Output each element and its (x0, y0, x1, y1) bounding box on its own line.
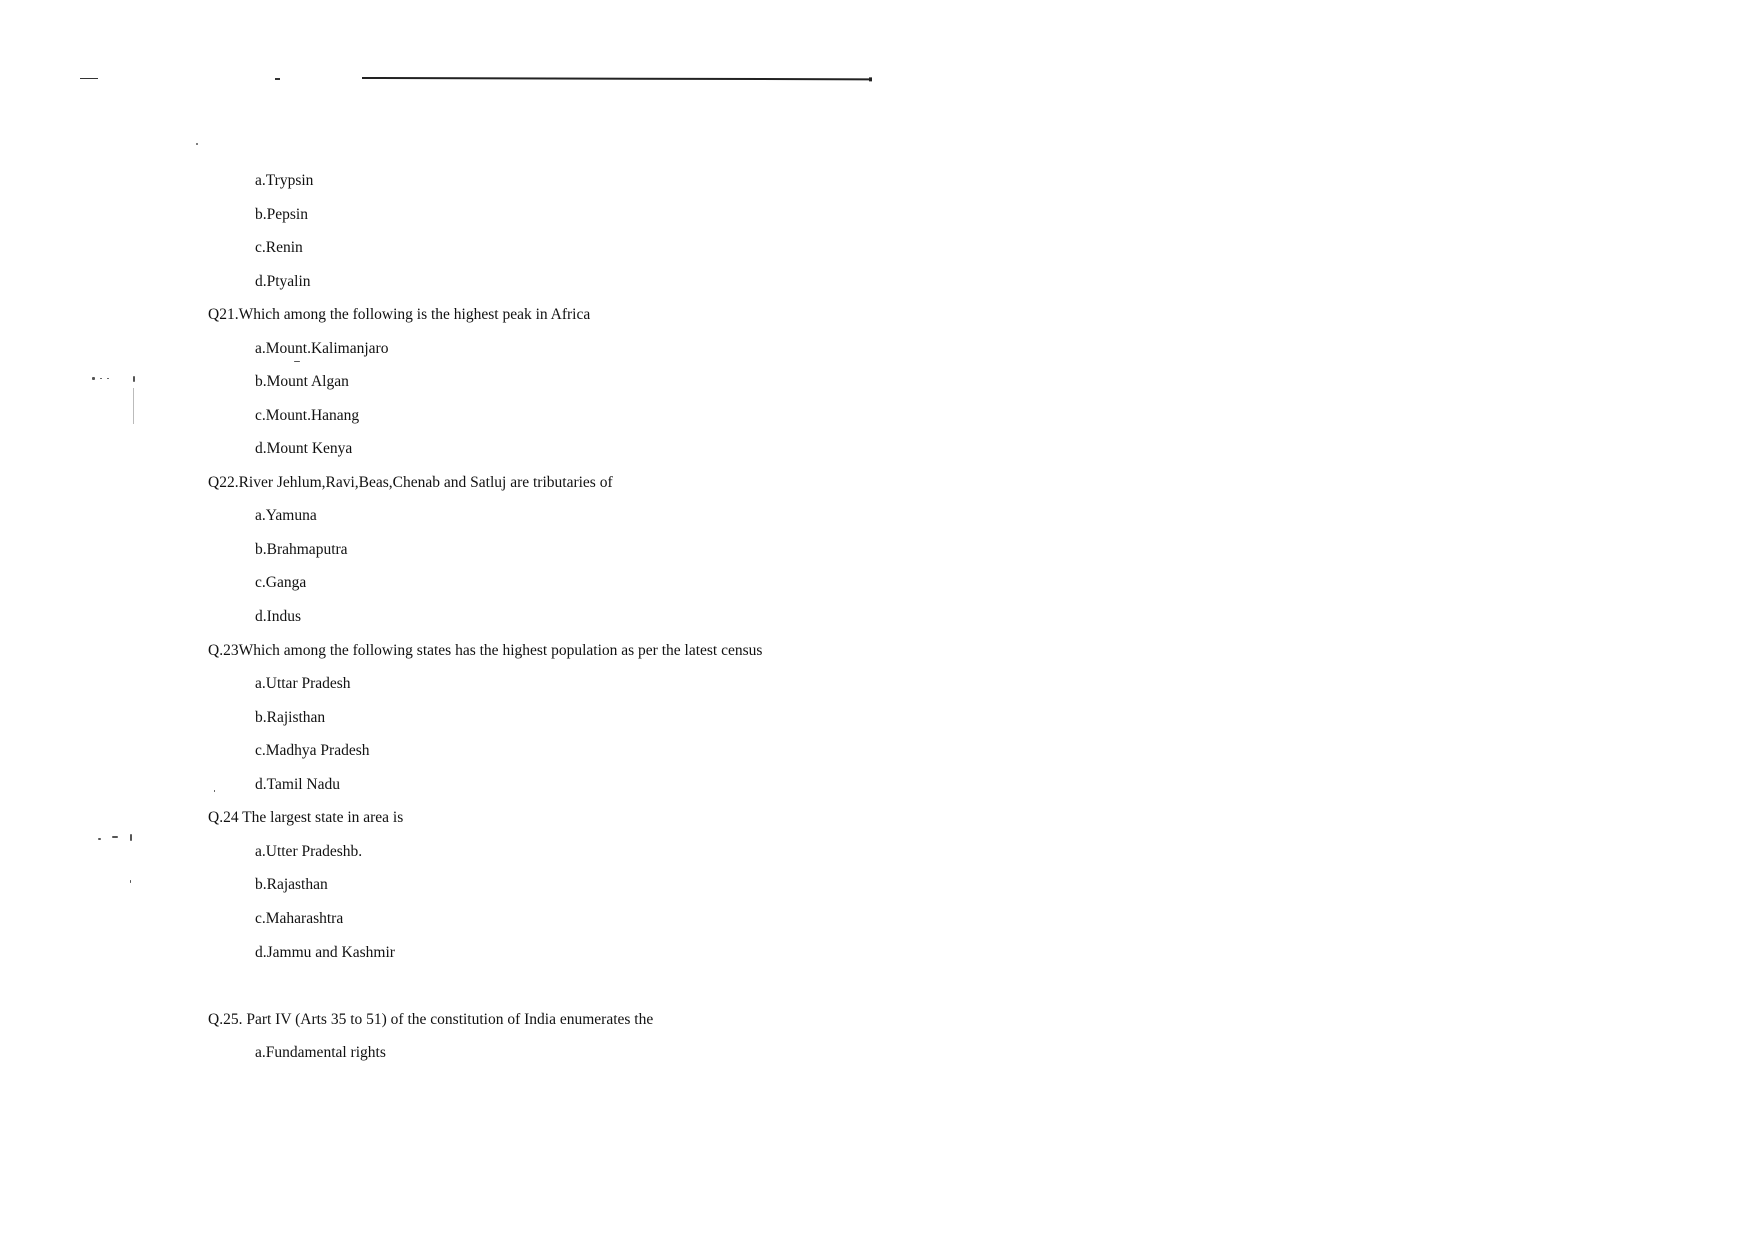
q24-option-c: c.Maharashtra (255, 910, 344, 927)
q24-question: Q.24 The largest state in area is (208, 809, 404, 826)
q22-option-d: d.Indus (255, 608, 302, 625)
q22-option-c: c.Ganga (255, 574, 307, 591)
scan-mark-dot (275, 78, 280, 80)
scan-speck (196, 143, 198, 145)
scan-margin-line (133, 388, 134, 424)
header-rule (362, 77, 870, 80)
q21-option-a: a.Mount.Kalimanjaro (255, 340, 389, 357)
scan-speck (130, 834, 132, 841)
scan-speck (100, 378, 102, 379)
scan-speck (92, 377, 95, 380)
q24-option-d: d.Jammu and Kashmir (255, 944, 395, 961)
q22-option-a: a.Yamuna (255, 507, 317, 524)
q21-option-b: b.Mount Algan (255, 373, 349, 390)
q21-option-c: c.Mount.Hanang (255, 407, 360, 424)
q23-question: Q.23Which among the following states has the highest population as per the latest census (208, 642, 763, 659)
q21-question: Q21.Which among the following is the highest peak in Africa (208, 306, 591, 323)
q25-question: Q.25. Part IV (Arts 35 to 51) of the constitution of India enumerates the (208, 1011, 654, 1028)
q20-option-d: d.Ptyalin (255, 273, 311, 290)
q24-option-b: b.Rajasthan (255, 876, 328, 893)
scan-mark-dash (80, 78, 98, 79)
scan-speck (214, 790, 215, 792)
q25-option-a: a.Fundamental rights (255, 1044, 386, 1061)
q22-option-b: b.Brahmaputra (255, 541, 348, 558)
q23-option-b: b.Rajisthan (255, 709, 326, 726)
scan-speck (294, 361, 300, 362)
q20-option-b: b.Pepsin (255, 206, 308, 223)
q20-option-a: a.Trypsin (255, 172, 314, 189)
q23-option-c: c.Madhya Pradesh (255, 742, 370, 759)
q23-option-a: a.Uttar Pradesh (255, 675, 351, 692)
scan-speck (107, 378, 109, 379)
q20-option-c: c.Renin (255, 239, 303, 256)
q21-option-d: d.Mount Kenya (255, 440, 353, 457)
q22-question: Q22.River Jehlum,Ravi,Beas,Chenab and Satluj are tributaries of (208, 474, 613, 491)
scan-speck (98, 838, 101, 840)
q24-option-a: a.Utter Pradeshb. (255, 843, 363, 860)
scan-speck (112, 836, 118, 838)
scan-speck (130, 880, 131, 883)
scan-speck (133, 376, 135, 382)
q23-option-d: d.Tamil Nadu (255, 776, 341, 793)
